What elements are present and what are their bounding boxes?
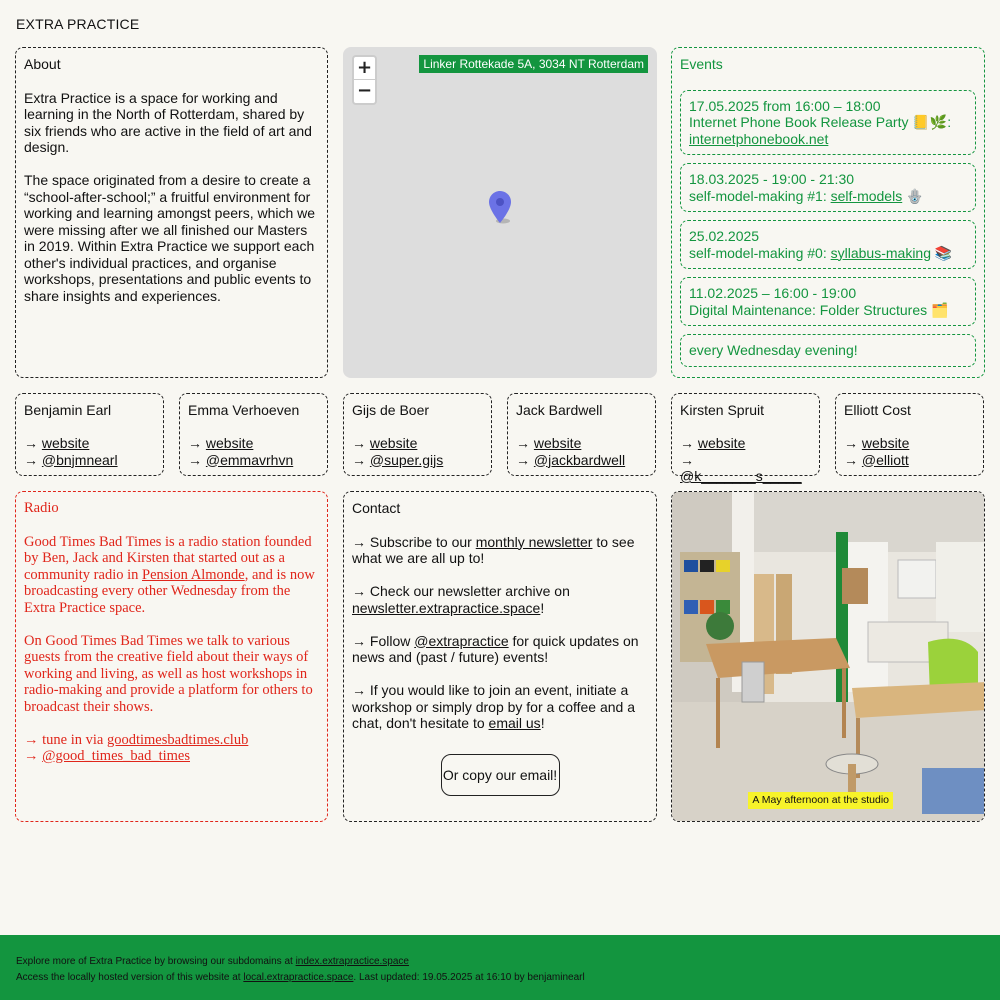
- person-name: Jack Bardwell: [516, 402, 603, 418]
- instagram-link[interactable]: @extrapractice: [414, 632, 509, 649]
- radio-paragraph-2: On Good Times Bad Times we talk to various guests from the creative field about their ways of working and living, as well as host workshops in radio-making and provide a platform for others to broadcast their shows.: [24, 632, 313, 715]
- radio-handle-link[interactable]: @good_times_bad_times: [42, 748, 190, 764]
- arrow-icon: →: [844, 451, 858, 468]
- arrow-icon: →: [188, 451, 202, 468]
- person-handle-link[interactable]: @emmavrhvn: [205, 451, 294, 468]
- newsletter-link[interactable]: monthly newsletter: [475, 533, 593, 550]
- contact-email-line: → If you would like to join an event, initiate a workshop or simply drop by for a coffee and a chat, don't hesitate to email us!: [352, 682, 636, 731]
- contact-follow-line: → Follow @extrapractice for quick updates on news and (past / future) events!: [352, 632, 639, 665]
- map[interactable]: [343, 47, 657, 378]
- person-handle-link[interactable]: @jackbardwell: [533, 451, 626, 468]
- person-website-link[interactable]: website: [533, 435, 582, 451]
- arrow-icon: →: [24, 451, 38, 468]
- person-website-link[interactable]: website: [697, 435, 746, 451]
- person-website-link[interactable]: website: [369, 435, 418, 451]
- photo-caption: A May afternoon at the studio: [748, 792, 893, 809]
- person-card: [835, 393, 984, 476]
- studio-photo: [671, 491, 985, 822]
- person-card: [343, 393, 492, 476]
- contact-panel: [343, 491, 657, 822]
- arrow-icon: →: [24, 435, 38, 451]
- arrow-icon: →: [516, 451, 530, 468]
- event-date: every Wednesday evening!: [689, 342, 858, 358]
- about-paragraph-1: Extra Practice is a space for working and learning in the North of Rotterdam, shared by six friends who are active in the field of art and design.: [24, 89, 312, 155]
- person-name: Elliott Cost: [844, 402, 911, 418]
- newsletter-archive-link[interactable]: newsletter.extrapractice.space: [352, 599, 541, 616]
- contact-newsletter-line: → Subscribe to our monthly newsletter to see what we are all up to!: [352, 533, 635, 566]
- zoom-out-button[interactable]: −: [356, 80, 373, 101]
- person-website-link[interactable]: website: [861, 435, 910, 451]
- event-link[interactable]: syllabus-making: [830, 244, 931, 261]
- arrow-icon: →: [680, 451, 694, 468]
- pension-almonde-link[interactable]: Pension Almonde: [142, 566, 245, 583]
- person-handle-link[interactable]: @super.gijs: [369, 451, 444, 468]
- contact-archive-line: → Check our newsletter archive on newsletter.extrapractice.space!: [352, 583, 570, 616]
- events-heading: Events: [680, 56, 723, 72]
- events-panel: [671, 47, 985, 378]
- arrow-icon: →: [24, 748, 39, 764]
- arrow-icon: →: [680, 435, 694, 451]
- event-title: Digital Maintenance: Folder Structures 🗂️: [689, 301, 949, 318]
- event-date: 11.02.2025 – 16:00 - 19:00: [689, 285, 857, 301]
- person-name: Gijs de Boer: [352, 402, 430, 418]
- footer: [0, 935, 1000, 1000]
- person-name: Kirsten Spruit: [680, 402, 765, 418]
- radio-heading: Radio: [24, 500, 59, 516]
- about-paragraph-2: The space originated from a desire to create a “school-after-school;” a fruitful environment for working and learning amongst peers, which we were missing after we all finished our Masters in 2019. Within Extra Practice we support each other's individual practices, and organise workshops, presentations and public events to share insights and experiences.: [24, 172, 316, 304]
- person-card: [671, 393, 820, 484]
- person-name: Benjamin Earl: [24, 402, 112, 418]
- arrow-icon: →: [24, 731, 39, 748]
- event-title: Internet Phone Book Release Party 📒🌿: internetphonebook.net: [689, 114, 952, 147]
- copy-email-button[interactable]: Or copy our email!: [441, 754, 560, 796]
- arrow-icon: →: [844, 435, 858, 451]
- radio-paragraph-1: Good Times Bad Times is a radio station founded by Ben, Jack and Kirsten that started out as a community radio in Pension Almonde, and is now broadcasting every other Wednesday from the Extra Practice space.: [24, 533, 315, 616]
- event-title: self-model-making #1: self-models 🪬: [689, 187, 924, 204]
- event-item: [680, 220, 976, 269]
- person-handle-link[interactable]: @bnjmnearl: [41, 451, 118, 468]
- person-name: Emma Verhoeven: [188, 402, 300, 418]
- local-subdomain-link[interactable]: local.extrapractice.space: [243, 972, 354, 983]
- radio-site-link[interactable]: goodtimesbadtimes.club: [106, 731, 249, 748]
- event-date: 25.02.2025: [689, 228, 760, 244]
- event-date: 18.03.2025 - 19:00 - 21:30: [689, 171, 855, 187]
- arrow-icon: →: [352, 435, 366, 451]
- person-handle-link[interactable]: @k_______s_____: [680, 468, 802, 484]
- radio-panel: Radio Good Times Bad Times is a radio station founded by Ben, Jack and Kirsten that started out as a community radio in Pension Almonde, and is now broadcasting every other Wednesday from the Extra Practice space. On Good Times Bad Times we talk to various guests from the creative field about their ways of working and living, as well as host workshops in radio-making and provide a platform for others to broadcast their shows. → tune in via goodtimesbadtimes.club → @good_times_bad_times: [15, 491, 328, 822]
- event-link[interactable]: self-models: [830, 187, 903, 204]
- studio-photo-image: [672, 492, 985, 822]
- arrow-icon: →: [352, 451, 366, 468]
- event-item: [680, 90, 976, 156]
- person-card: [179, 393, 328, 476]
- event-item: [680, 163, 976, 212]
- person-handle-link[interactable]: @elliott: [861, 451, 909, 468]
- event-link[interactable]: internetphonebook.net: [689, 130, 829, 147]
- site-title: EXTRA PRACTICE: [16, 16, 140, 32]
- event-title: self-model-making #0: syllabus-making 📚: [689, 244, 953, 261]
- person-card: [15, 393, 164, 476]
- footer-line-2: Access the locally hosted version of this website at local.extrapractice.space. Last updated: 19.05.2025 at 16:10 by benjaminearl: [16, 972, 585, 983]
- about-panel: [15, 47, 328, 378]
- arrow-icon: →: [516, 435, 530, 451]
- map-address-label[interactable]: Linker Rottekade 5A, 3034 NT Rotterdam: [419, 55, 648, 73]
- person-card: [507, 393, 656, 476]
- person-website-link[interactable]: website: [205, 435, 254, 451]
- event-item: [680, 277, 976, 326]
- zoom-in-button[interactable]: +: [354, 57, 375, 80]
- index-subdomain-link[interactable]: index.extrapractice.space: [295, 956, 409, 967]
- zoom-control: [352, 55, 377, 105]
- arrow-icon: →: [188, 435, 202, 451]
- event-date: 17.05.2025 from 16:00 – 18:00: [689, 97, 881, 114]
- contact-heading: Contact: [352, 500, 401, 516]
- about-heading: About: [24, 56, 61, 72]
- email-link[interactable]: email us: [488, 715, 541, 731]
- person-website-link[interactable]: website: [41, 435, 90, 451]
- footer-line-1: Explore more of Extra Practice by browsing our subdomains at index.extrapractice.space: [16, 956, 409, 967]
- event-item: [680, 334, 976, 367]
- map-pin-icon[interactable]: [489, 191, 511, 224]
